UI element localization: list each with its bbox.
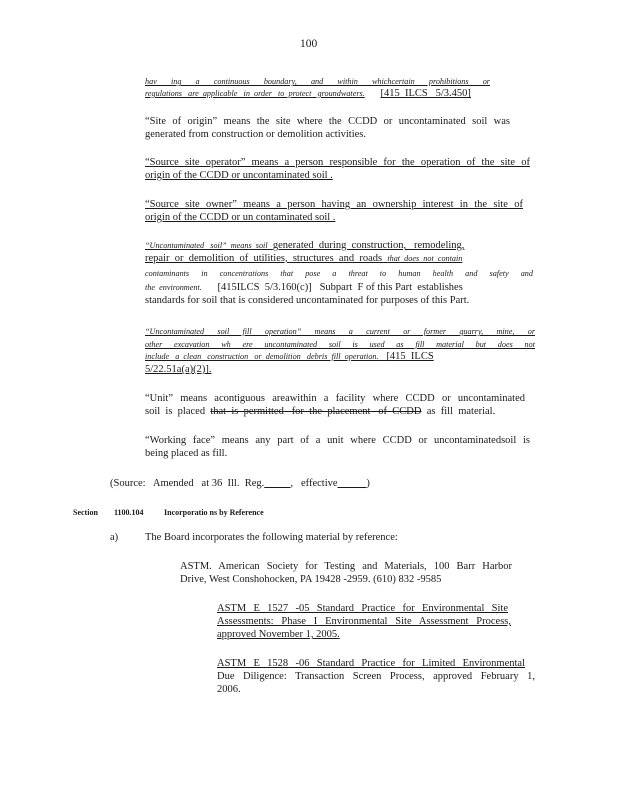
definition-text: repair or demolition of utilities, structures and roads: [145, 253, 383, 264]
astm-e1528-line: ASTM E 1528 -06 Standard Practice for Limited Environmental: [217, 658, 525, 669]
astm-e1528-line: Due Diligence: Transaction Screen Process, approved February 1,: [217, 671, 535, 682]
definition-uncontaminated-soil-line: [145, 240, 464, 252]
section-label: Section: [73, 508, 98, 517]
definition-fill-operation-line: 5/22.51a(a)(2)].: [145, 364, 212, 375]
definition-source-site-operator-line: “Source site operator” means a person responsible for the operation of the site of: [145, 157, 530, 168]
definition-source-site-owner-line: origin of the CCDD or un contaminated soil .: [145, 212, 336, 223]
definition-source-site-operator-line: origin of the CCDD or uncontaminated soil .: [145, 170, 333, 181]
definition-uncontaminated-soil-line: standards for soil that is considered uncontaminated for purposes of this Part.: [145, 295, 470, 306]
section-number: 1100.104: [114, 508, 144, 517]
definition-text: that does not contain: [387, 254, 463, 263]
definition-text: include a clean construction or demolition debris fill operation.: [145, 352, 379, 361]
blank-effective-line: [338, 478, 367, 489]
definition-continuation-line: hav ing a continuous boundary, and within whichcertain prohibitions or: [145, 77, 490, 86]
definition-unit-line: “Unit” means acontiguous areawithin a facility where CCDD or uncontaminated: [145, 393, 525, 404]
definition-text: regulations are applicable in order to protect groundwaters.: [145, 89, 365, 98]
page-number: 100: [300, 38, 318, 50]
definition-site-of-origin-line: generated from construction or demolition activities.: [145, 129, 367, 140]
astm-e1527-line: ASTM E 1527 -05 Standard Practice for Environmental Site: [217, 603, 508, 614]
definition-continuation-line: [145, 88, 471, 100]
astm-e1527-line: approved November 1, 2005.: [217, 629, 340, 640]
definition-site-of-origin-line: “Site of origin” means the site where the CCDD or uncontaminated soil was: [145, 116, 510, 127]
deleted-text: that is permitted for the placement of CCDD: [210, 406, 422, 417]
astm-organization-line: ASTM. American Society for Testing and Materials, 100 Barr Harbor: [180, 561, 512, 572]
statute-citation: [415 ILCS 5/3.450]: [380, 88, 471, 99]
definition-working-face-line: “Working face” means any part of a unit where CCDD or uncontaminatedsoil is: [145, 435, 530, 446]
astm-e1527-line: Assessments: Phase I Environmental Site Assessment Process,: [217, 616, 511, 627]
item-a-text: The Board incorporates the following material by reference:: [145, 532, 398, 543]
definition-unit-line: [145, 406, 495, 418]
definition-text: as fill material.: [426, 406, 496, 417]
section-title: Incorporatio ns by Reference: [164, 508, 264, 517]
definition-text: [415ILCS 5/3.160(c)] Subpart F of this Part establishes: [217, 282, 463, 293]
statute-citation: [415 ILCS: [386, 351, 434, 362]
source-note-text: ): [366, 478, 370, 489]
definition-fill-operation-line: “Uncontaminated soil fill operation” means a current or former quarry, mine, or: [145, 327, 535, 336]
definition-fill-operation-line: [145, 351, 434, 363]
source-note-text: , effective: [290, 478, 338, 489]
item-a-marker: a): [110, 532, 119, 543]
definition-fill-operation-line: other excavation wh ere uncontaminated soil is used as fill material but does not: [145, 340, 535, 349]
definition-text: soil is placed: [145, 406, 206, 417]
definition-source-site-owner-line: “Source site owner” means a person having an ownership interest in the site of: [145, 199, 523, 210]
astm-e1528-line: 2006.: [217, 684, 241, 695]
astm-organization-line: Drive, West Conshohocken, PA 19428 -2959. (610) 832 -9585: [180, 574, 442, 585]
definition-text: generated during construction, remodeling,: [272, 240, 465, 251]
definition-text: the environment.: [145, 283, 202, 292]
definition-uncontaminated-soil-line: [145, 282, 463, 294]
source-note: [110, 478, 370, 490]
definition-term: “Uncontaminated soil” means soil: [145, 241, 268, 250]
blank-reg-line: [264, 478, 290, 489]
definition-working-face-line: being placed as fill.: [145, 448, 228, 459]
source-note-text: (Source: Amended at 36 Ill. Reg.: [110, 478, 265, 489]
definition-uncontaminated-soil-line: contaminants in concentrations that pose a threat to human health and safety and: [145, 269, 533, 278]
definition-uncontaminated-soil-line: [145, 253, 462, 265]
